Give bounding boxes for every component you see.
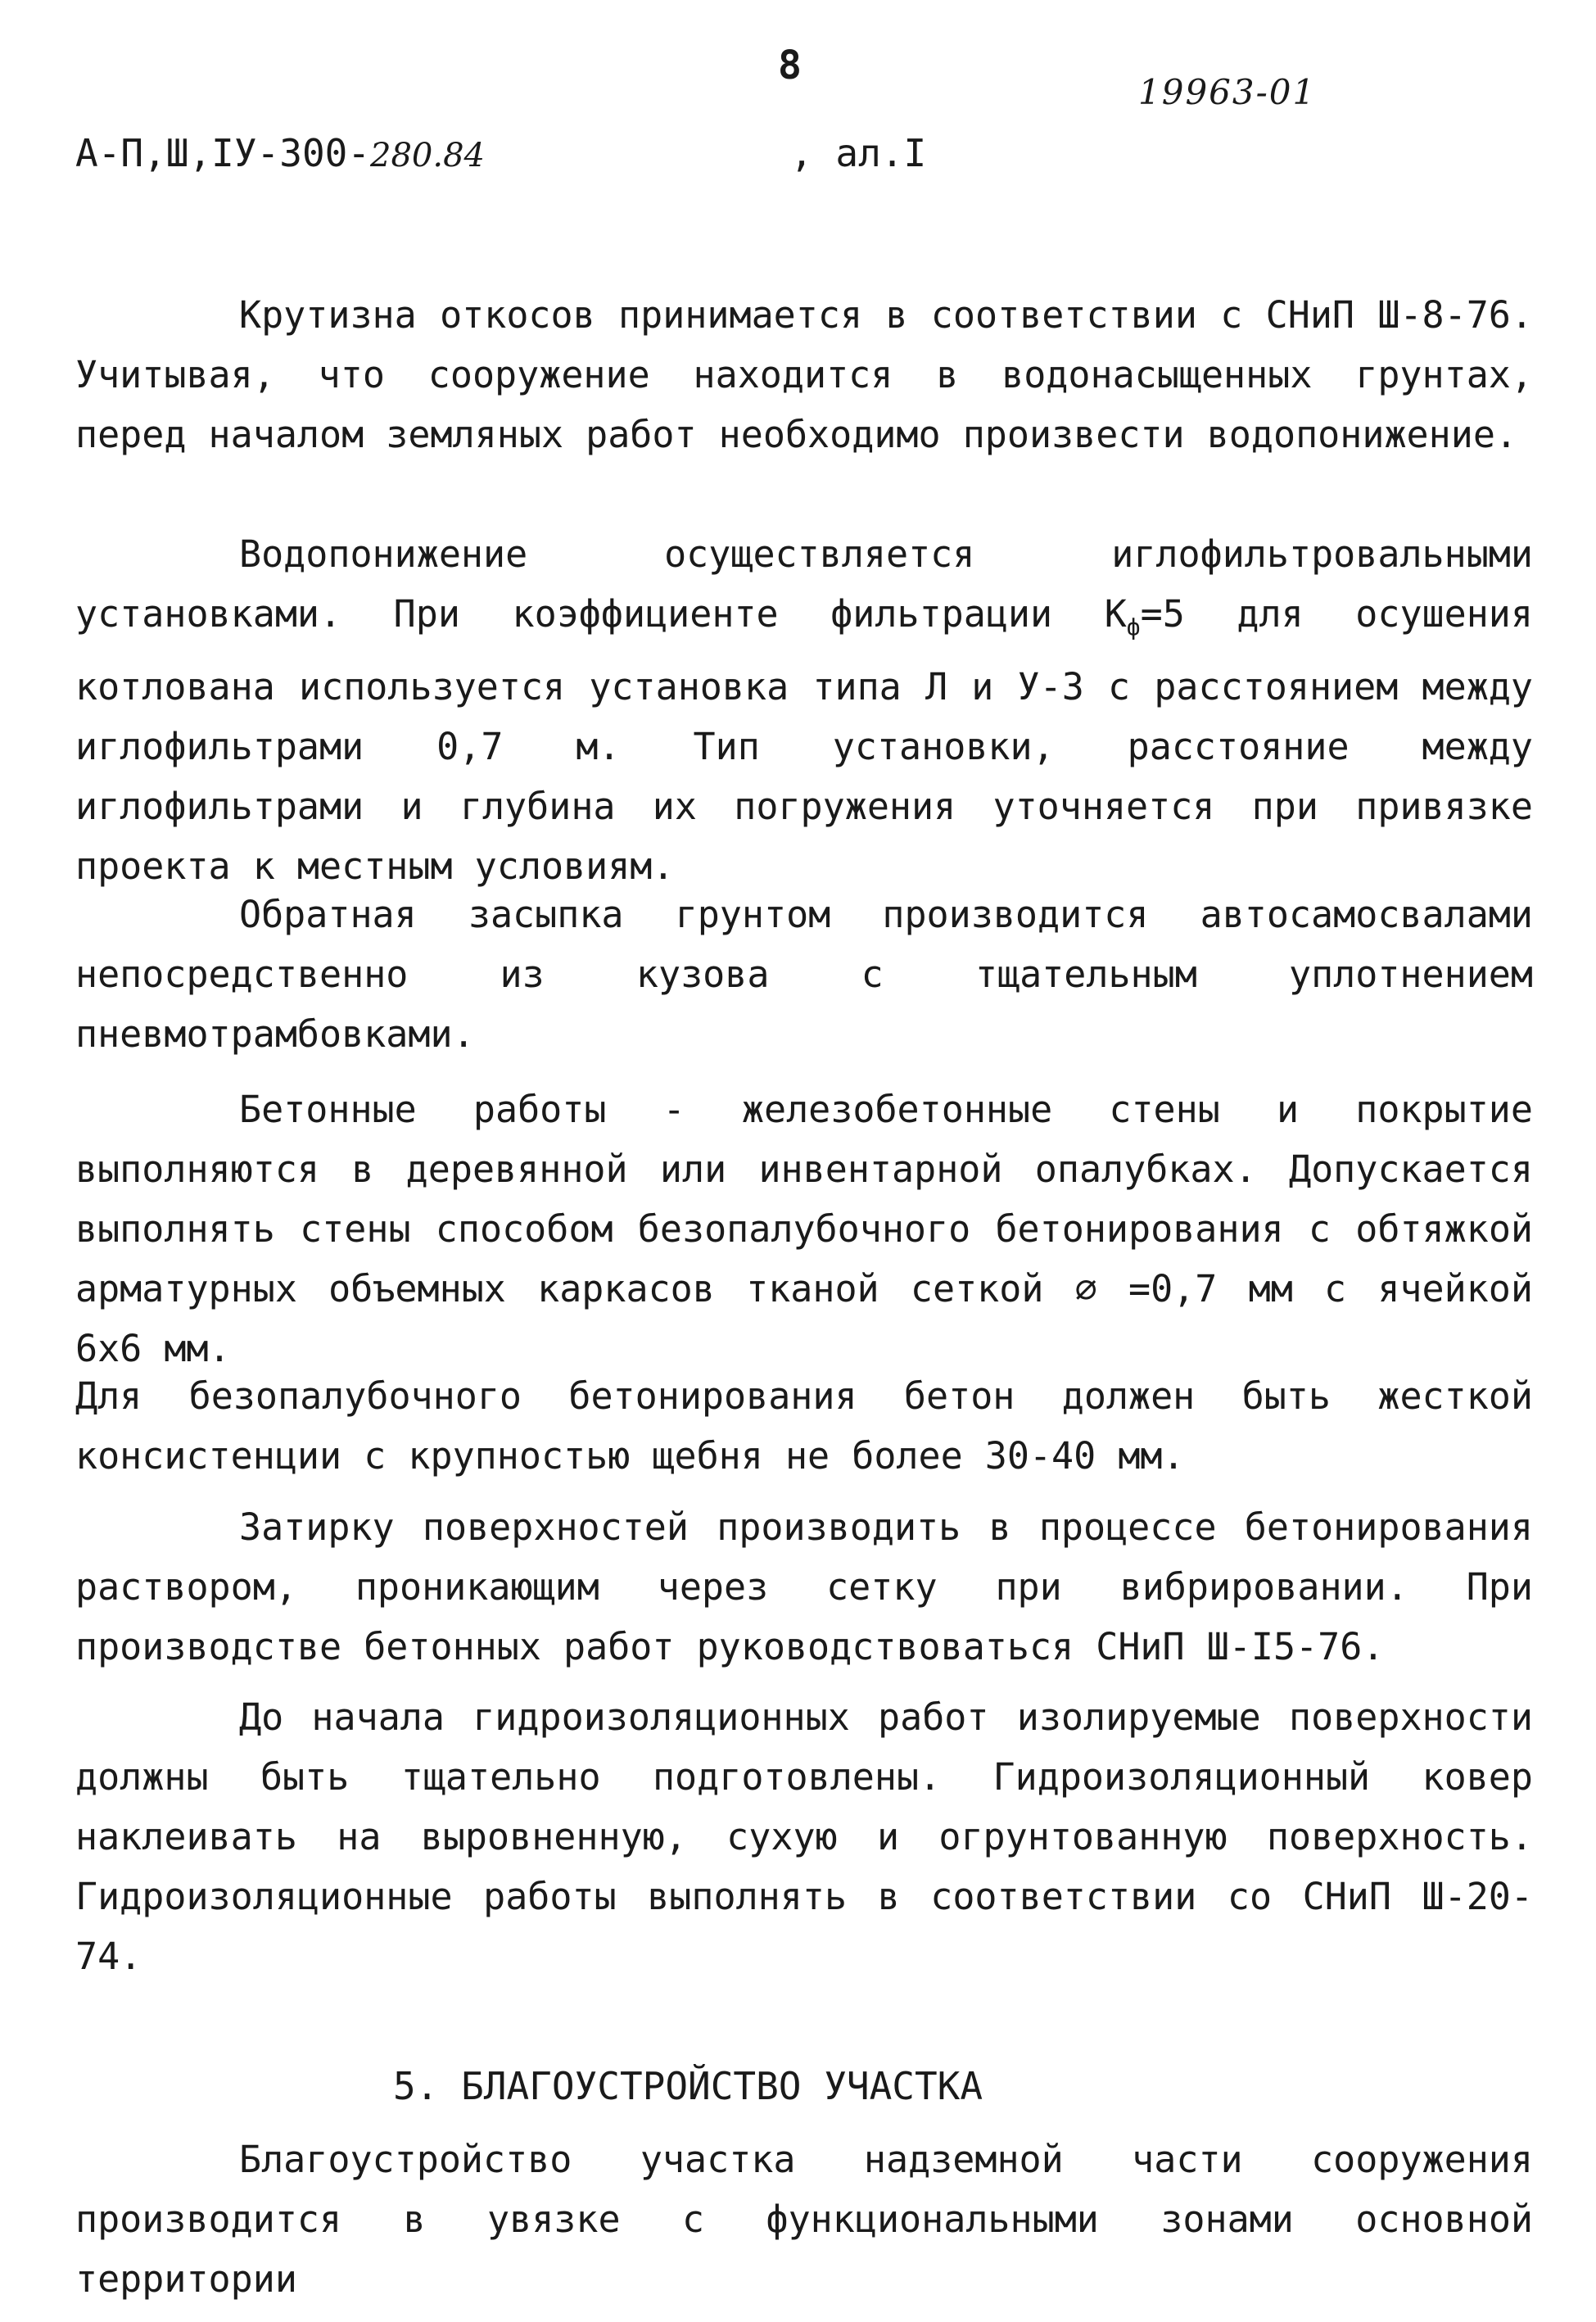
document-number: 19963-01 <box>1138 72 1317 112</box>
paragraph-waterproofing: До начала гидроизоляционных работ изолируемые поверхности должны быть тщательно подготовлены. Гидроизоляционный ковер наклеивать на выровненную, сухую и огрунтованную поверхность. Гидроизоляционные работы выполнять в соответствии со СНиП Ш-20-74. <box>75 1695 1533 1978</box>
paragraph-dewatering <box>75 524 1533 896</box>
paragraph-backfill: Обратная засыпка грунтом производится автосамосвалами непосредственно из кузова с тщательным уплотнением пневмотрамбовками. <box>75 893 1533 1056</box>
paragraph-concrete: Бетонные работы - железобетонные стены и покрытие выполняются в деревянной или инвентарной опалубках. Допускается выполнять стены способом безопалубочного бетонирования с обтяжкой арматурных объемных каркасов тканой сеткой ⌀ =0,7 мм с ячейкой 6х6 мм. <box>75 1088 1533 1370</box>
page-number: 8 <box>778 43 802 88</box>
section-heading: 5. БЛАГОУСТРОЙСТВО УЧАСТКА <box>393 2064 983 2108</box>
dewatering-start: Водопонижение осуществляется иглофильтровальными установками. При коэффициенте фильтрации К <box>75 532 1533 636</box>
paragraph-slopes: Крутизна откосов принимается в соответствии с СНиП Ш-8-76. Учитывая, что сооружение находится в водонасыщенных грунтах, перед началом земляных работ необходимо произвести водопонижение. <box>75 293 1533 456</box>
sheet-label: , ал.I <box>790 131 927 175</box>
document-code-prefix: А-П,Ш,IУ-300- <box>75 131 371 175</box>
filtration-subscript: ф <box>1126 613 1141 640</box>
document-code-handwritten: 280.84 <box>370 137 485 174</box>
paragraph-formless-concrete: Для безопалубочного бетонирования бетон должен быть жесткой консистенции с крупностью щебня не более 30-40 мм. <box>75 1374 1533 1478</box>
paragraph-finishing: Затирку поверхностей производить в процессе бетонирования раствором, проникающим через сетку при вибрировании. При производстве бетонных работ руководствоваться СНиП Ш-I5-76. <box>75 1505 1533 1668</box>
paragraph-landscaping: Благоустройство участка надземной части сооружения производится в увязке с функциональными зонами основной территории <box>75 2138 1533 2301</box>
document-code <box>75 131 485 175</box>
dewatering-rest: =5 для осушения котлована используется установка типа Л и У-3 с расстоянием между иглофильтрами 0,7 м. Тип установки, расстояние между иглофильтрами и глубина их погружения уточняется при привязке проекта к местным условиям. <box>75 592 1533 888</box>
